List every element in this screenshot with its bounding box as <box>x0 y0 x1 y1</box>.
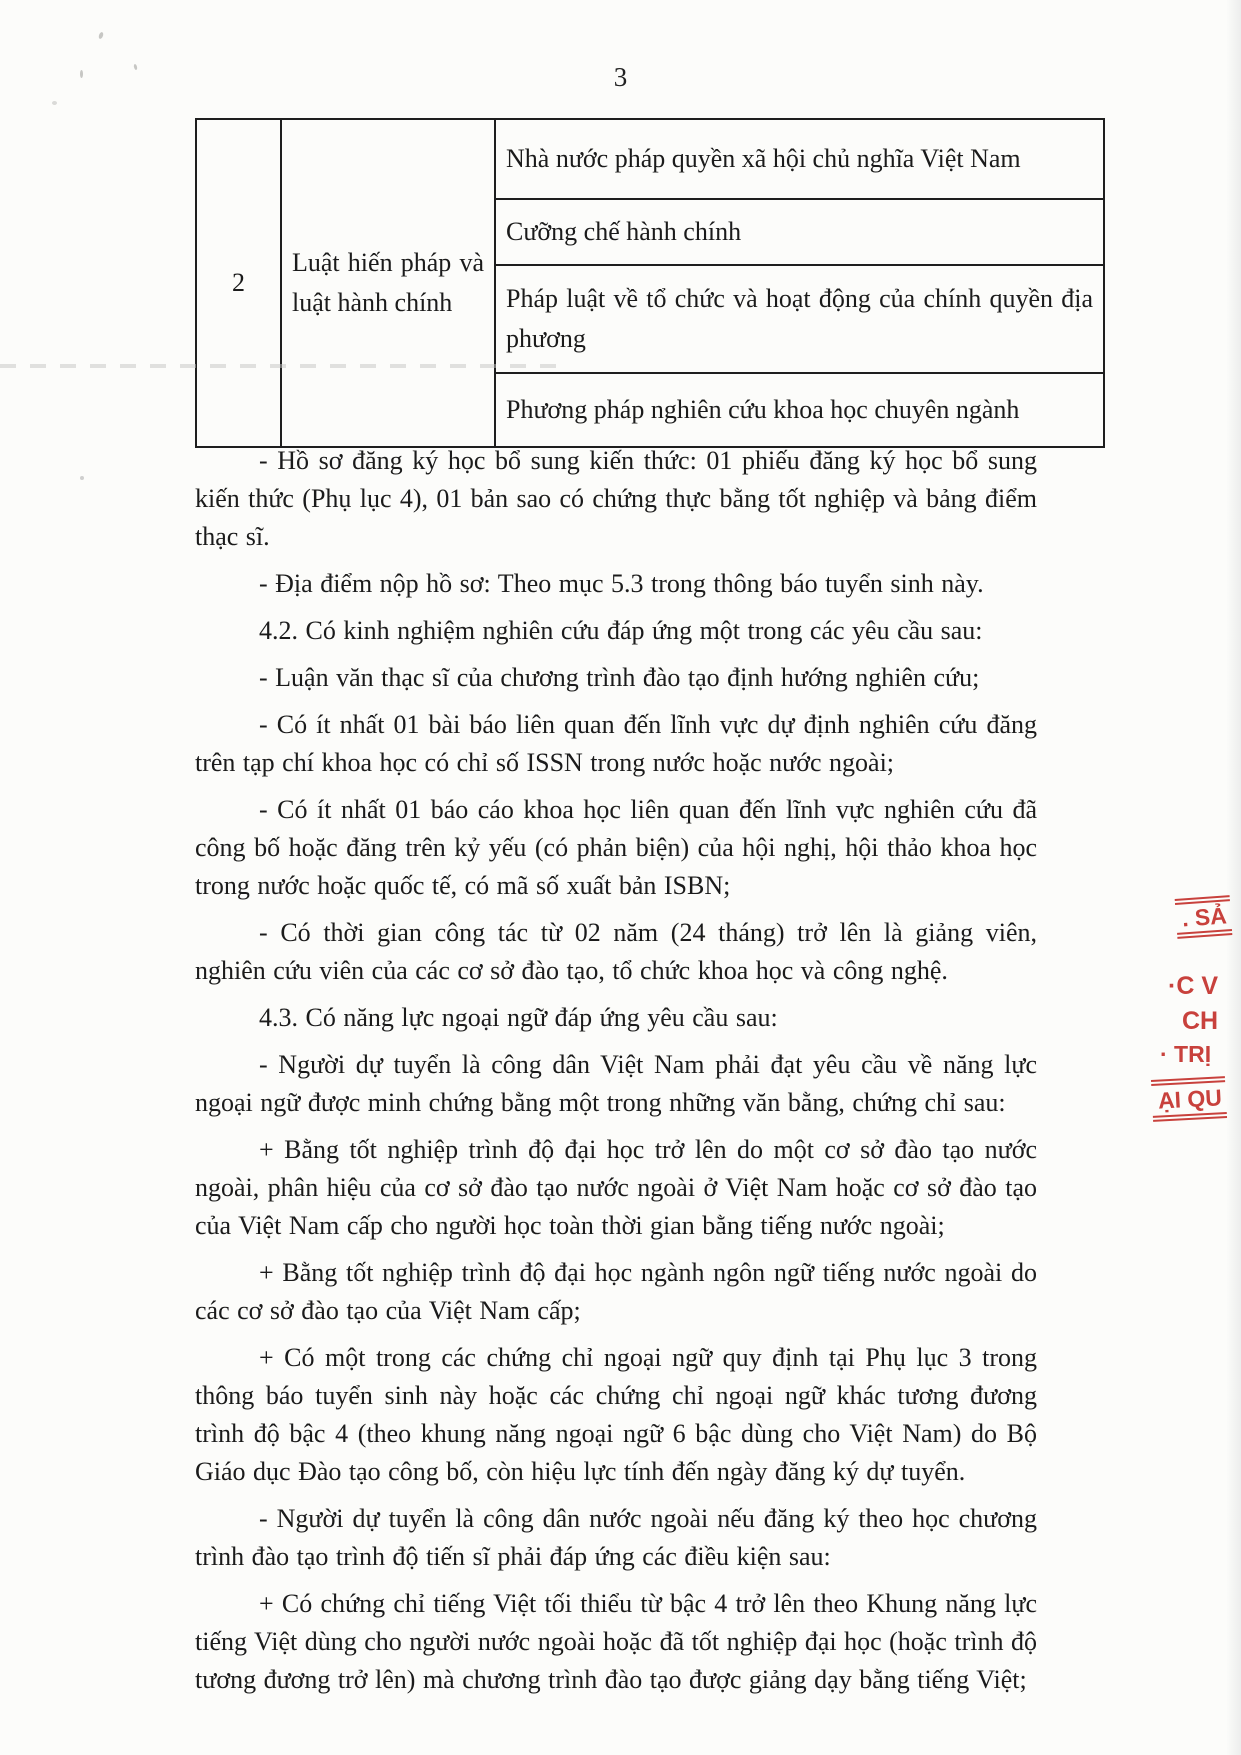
body-text <box>195 442 1037 1708</box>
row-number-cell: 2 <box>196 119 281 447</box>
red-stamp-fragment: ẠI QU <box>1151 1076 1227 1122</box>
red-stamp-fragment: · TRỊ <box>1160 1041 1212 1067</box>
red-stamp-fragment: ·C V <box>1168 972 1218 1000</box>
scan-artifact-speck <box>98 32 104 40</box>
body-paragraph: + Có một trong các chứng chỉ ngoại ngữ quy định tại Phụ lục 3 trong thông báo tuyển sinh này hoặc các chứng chỉ ngoại ngữ khác tương đương trình độ bậc 4 (theo khung năng ngoại ngữ 6 bậc dùng cho Việt Nam) do Bộ Giáo dục Đào tạo công bố, còn hiệu lực tính đến ngày đăng ký dự tuyển. <box>195 1343 1037 1486</box>
body-paragraph: - Luận văn thạc sĩ của chương trình đào tạo định hướng nghiên cứu; <box>259 663 980 692</box>
body-paragraph: - Người dự tuyển là công dân Việt Nam phải đạt yêu cầu về năng lực ngoại ngữ được minh chứng bằng một trong những văn bằng, chứng chỉ sau: <box>195 1050 1037 1117</box>
page-number: 3 <box>613 62 628 92</box>
scan-artifact-speck <box>80 70 83 78</box>
scan-artifact-speck <box>52 101 57 105</box>
body-paragraph: + Bằng tốt nghiệp trình độ đại học ngành ngôn ngữ tiếng nước ngoài do các cơ sở đào tạo của Việt Nam cấp; <box>195 1258 1037 1325</box>
body-paragraph: - Người dự tuyển là công dân nước ngoài nếu đăng ký theo học chương trình đào tạo trình độ tiến sĩ phải đáp ứng các điều kiện sau: <box>195 1504 1037 1571</box>
topic-cell: Pháp luật về tổ chức và hoạt động của chính quyền địa phương <box>495 265 1104 373</box>
body-paragraph: - Địa điểm nộp hồ sơ: Theo mục 5.3 trong thông báo tuyển sinh này. <box>259 569 984 598</box>
body-paragraph: - Có ít nhất 01 bài báo liên quan đến lĩnh vực dự định nghiên cứu đăng trên tạp chí khoa học có chỉ số ISSN trong nước hoặc nước ngoài; <box>195 710 1037 777</box>
body-paragraph: - Có ít nhất 01 báo cáo khoa học liên quan đến lĩnh vực nghiên cứu đã công bố hoặc đăng trên kỷ yếu (có phản biện) của hội nghị, hội thảo khoa học trong nước hoặc quốc tế, có mã số xuất bản ISBN; <box>195 795 1037 900</box>
scan-artifact-speck <box>80 476 84 480</box>
body-paragraph: + Bằng tốt nghiệp trình độ đại học trở lên do một cơ sở đào tạo nước ngoài, phân hiệu của cơ sở đào tạo nước ngoài ở Việt Nam hoặc cơ sở đào tạo của Việt Nam cấp cho người học toàn thời gian bằng tiếng nước ngoài; <box>195 1135 1037 1240</box>
table-row <box>196 119 1104 199</box>
body-paragraph: - Có thời gian công tác từ 02 năm (24 tháng) trở lên là giảng viên, nghiên cứu viên của các cơ sở đào tạo, tổ chức khoa học và công nghệ. <box>195 918 1037 985</box>
topic-cell: Cưỡng chế hành chính <box>495 199 1104 265</box>
subject-group-cell: Luật hiến pháp và luật hành chính <box>281 119 495 447</box>
topic-cell: Nhà nước pháp quyền xã hội chủ nghĩa Việt Nam <box>495 119 1104 199</box>
body-paragraph: 4.3. Có năng lực ngoại ngữ đáp ứng yêu cầu sau: <box>259 1003 778 1032</box>
red-stamp-fragment: . SẢ <box>1175 895 1232 939</box>
body-paragraph: + Có chứng chỉ tiếng Việt tối thiểu từ bậc 4 trở lên theo Khung năng lực tiếng Việt dùng cho người nước ngoài hoặc đã tốt nghiệp đại học (hoặc trình độ tương đương trở lên) mà chương trình đào tạo được giảng dạy bằng tiếng Việt; <box>195 1589 1037 1694</box>
scan-artifact-dotted-line <box>0 364 562 368</box>
body-paragraph: 4.2. Có kinh nghiệm nghiên cứu đáp ứng một trong các yêu cầu sau: <box>259 616 983 645</box>
topic-cell: Phương pháp nghiên cứu khoa học chuyên ngành <box>495 373 1104 447</box>
curriculum-table <box>195 118 1105 448</box>
body-paragraph: - Hồ sơ đăng ký học bổ sung kiến thức: 01 phiếu đăng ký học bổ sung kiến thức (Phụ lục 4), 01 bản sao có chứng thực bằng tốt nghiệp và bảng điểm thạc sĩ. <box>195 446 1037 551</box>
red-stamp-fragment: CH <box>1182 1007 1219 1035</box>
